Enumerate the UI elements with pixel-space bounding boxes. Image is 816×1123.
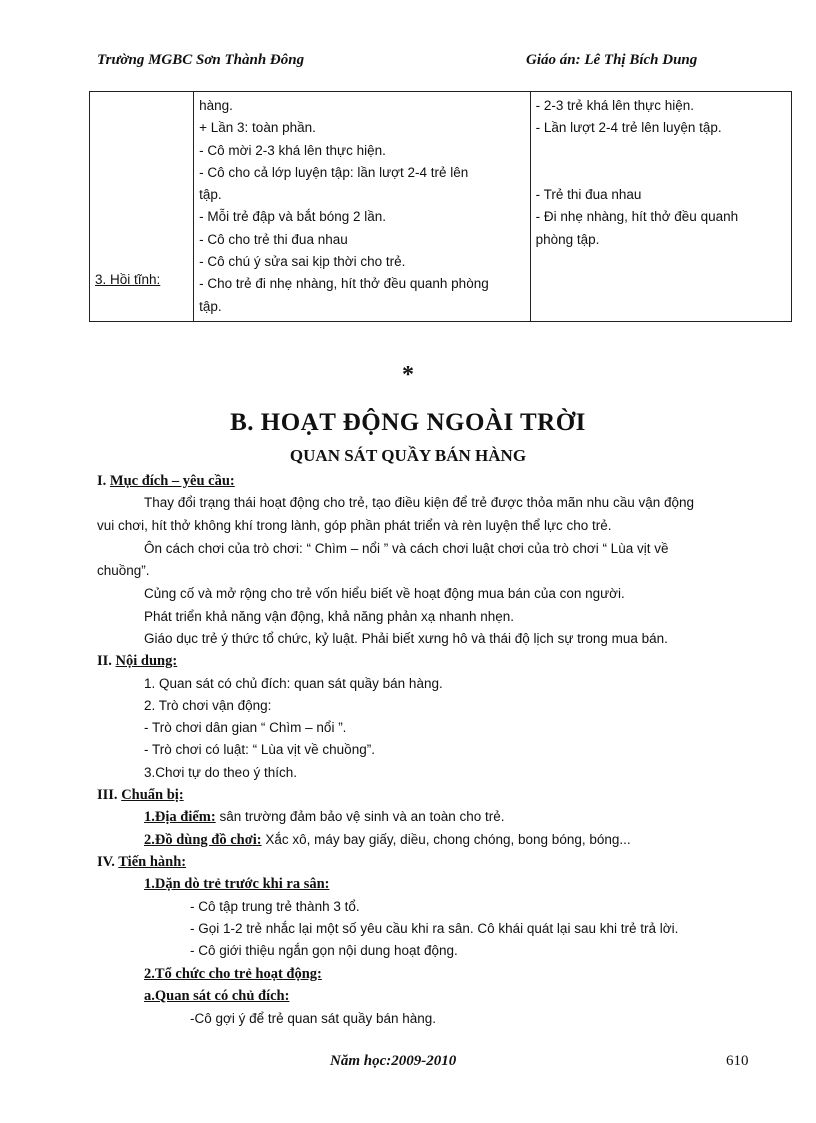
subsection-heading: a.Quan sát có chủ đích: (144, 988, 290, 1004)
table-cell-children (530, 92, 791, 322)
section-3-heading (97, 787, 184, 804)
paragraph-line: Thay đổi trạng thái hoạt động cho trẻ, tạo điều kiện để trẻ được thỏa mãn nhu cầu vận động (144, 495, 695, 510)
paragraph-line: Ôn cách chơi của trò chơi: “ Chìm – nổi ” và cách chơi luật chơi của trò chơi “ Lùa vịt về (144, 541, 669, 556)
prep-materials-text: Xắc xô, máy bay giấy, diều, chong chóng, bong bóng, bóng... (261, 832, 631, 847)
section-number: II. (97, 653, 112, 669)
teacher-line: tập. (199, 298, 222, 314)
subsection-heading: 1.Dặn dò trẻ trước khi ra sân: (144, 876, 330, 892)
stage-label: 3. Hồi tĩnh: (95, 271, 161, 287)
list-item: 1. Quan sát có chủ đích: quan sát quầy bán hàng. (144, 676, 443, 691)
children-line: - Đi nhẹ nhàng, hít thở đều quanh (535, 209, 739, 225)
paragraph-line: Giáo dục trẻ ý thức tổ chức, kỷ luật. Phải biết xưng hô và thái độ lịch sự trong mua bán. (144, 631, 668, 646)
page-title: B. HOẠT ĐỘNG NGOÀI TRỜI (230, 409, 586, 436)
list-item: -Cô gợi ý để trẻ quan sát quầy bán hàng. (190, 1011, 437, 1026)
table-cell-teacher (194, 92, 530, 322)
section-number: I. (97, 473, 107, 489)
header-school: Trường MGBC Sơn Thành Đông (97, 52, 305, 68)
list-item: - Trò chơi có luật: “ Lùa vịt về chuồng”. (144, 742, 375, 757)
lesson-table (89, 91, 792, 322)
children-line: - Trẻ thi đua nhau (535, 187, 642, 203)
teacher-line: - Cô cho trẻ thi đua nhau (199, 231, 348, 247)
paragraph-line: vui chơi, hít thở không khí trong lành, góp phần phát triển và rèn luyện thể lực cho trẻ. (97, 518, 612, 533)
children-line: phòng tập. (535, 231, 600, 247)
section-title: Chuẩn bị: (121, 787, 184, 803)
list-item: - Trò chơi dân gian “ Chìm – nổi ”. (144, 720, 347, 735)
paragraph-line: Phát triển khả năng vận động, khả năng phản xạ nhanh nhẹn. (144, 609, 515, 624)
children-line: - Lần lượt 2-4 trẻ lên luyện tập. (535, 120, 722, 136)
list-item: - Cô tập trung trẻ thành 3 tổ. (190, 899, 360, 914)
section-2-heading (97, 653, 177, 670)
page-number: 610 (726, 1053, 749, 1069)
prep-materials-label: 2.Đồ dùng đồ chơi: (144, 832, 262, 848)
prep-location (144, 809, 505, 826)
list-item: - Gọi 1-2 trẻ nhắc lại một số yêu cầu khi ra sân. Cô khái quát lại sau khi trẻ trả lời. (190, 921, 679, 936)
list-item: 2. Trò chơi vận động: (144, 698, 272, 713)
header-author: Giáo án: Lê Thị Bích Dung (526, 52, 698, 68)
teacher-line: - Cô chú ý sửa sai kịp thời cho trẻ. (199, 254, 406, 270)
teacher-line: - Cho trẻ đi nhẹ nhàng, hít thở đều quanh phòng (199, 276, 489, 292)
prep-materials (144, 832, 631, 849)
subsection-heading: 2.Tổ chức cho trẻ hoạt động: (144, 966, 322, 982)
children-line (536, 162, 786, 184)
list-item: - Cô giới thiệu ngắn gọn nội dung hoạt động. (190, 943, 458, 958)
section-number: III. (97, 787, 118, 803)
list-item: 3.Chơi tự do theo ý thích. (144, 765, 297, 780)
prep-location-text: sân trường đảm bảo vệ sinh và an toàn cho trẻ. (215, 809, 505, 824)
table-row (90, 92, 792, 322)
section-title: Nội dung: (115, 653, 178, 669)
teacher-line: - Mỗi trẻ đập và bắt bóng 2 lần. (199, 209, 387, 225)
paragraph-line: chuồng”. (97, 563, 150, 578)
section-title: Tiến hành: (118, 854, 187, 870)
teacher-line: + Lần 3: toàn phần. (199, 120, 316, 136)
children-line: - 2-3 trẻ khá lên thực hiện. (535, 98, 694, 113)
teacher-line: hàng. (199, 98, 233, 113)
teacher-line: - Cô cho cả lớp luyện tập: lần lượt 2-4 trẻ lên (199, 164, 469, 180)
section-number: IV. (97, 854, 115, 870)
paragraph-line: Củng cố và mở rộng cho trẻ vốn hiểu biết về hoạt động mua bán của con người. (144, 586, 625, 601)
footer-school-year: Năm học:2009-2010 (330, 1053, 457, 1069)
table-cell-stage (90, 92, 194, 322)
prep-location-label: 1.Địa điểm: (144, 809, 216, 825)
page-subtitle: QUAN SÁT QUẦY BÁN HÀNG (289, 446, 527, 465)
section-title: Mục đích – yêu cầu: (109, 473, 235, 489)
teacher-line: tập. (199, 187, 222, 203)
section-1-heading (97, 473, 235, 490)
section-4-heading (97, 854, 186, 871)
children-line (536, 140, 786, 162)
asterisk-divider: * (402, 362, 414, 388)
teacher-line: - Cô mời 2-3 khá lên thực hiện. (199, 142, 386, 158)
